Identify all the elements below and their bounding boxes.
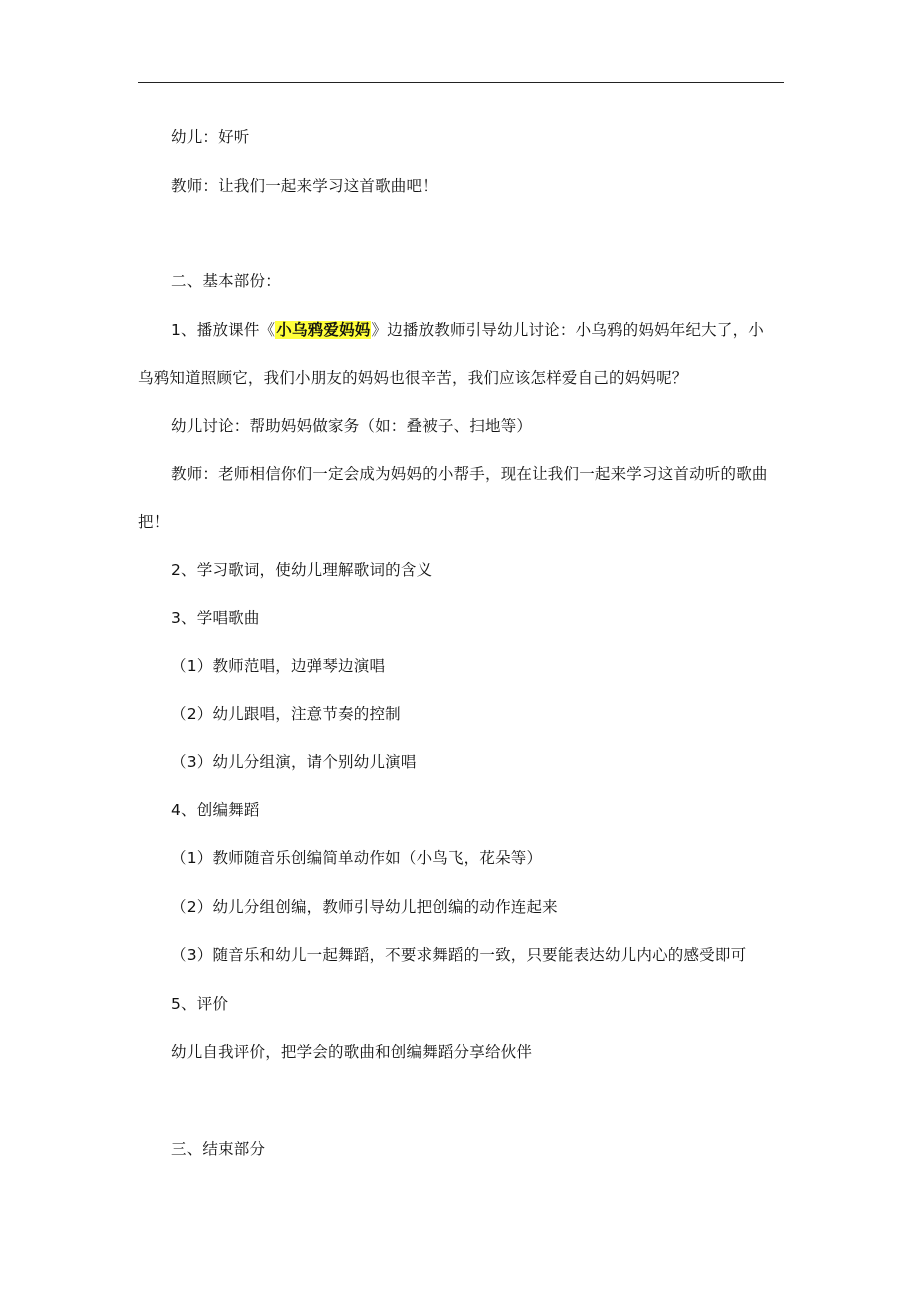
step-2-lyrics: 2、学习歌词，使幼儿理解歌词的含义 [171, 561, 433, 579]
step-4-item-2: （2）幼儿分组创编，教师引导幼儿把创编的动作连起来 [171, 898, 558, 916]
header-rule [138, 82, 784, 83]
section-heading-basic: 二、基本部份： [171, 272, 281, 290]
step-5-detail: 幼儿自我评价，把学会的歌曲和创编舞蹈分享给伙伴 [171, 1043, 533, 1061]
paragraph-teacher-line-2: 把！ [138, 513, 170, 531]
section-heading-ending: 三、结束部分 [171, 1140, 266, 1158]
step-4-item-1: （1）教师随音乐创编简单动作如（小鸟飞，花朵等） [171, 849, 543, 867]
step-5-evaluation: 5、评价 [171, 995, 229, 1013]
step-1-prefix: 1、播放课件《 [171, 321, 276, 339]
step-3-item-1: （1）教师范唱，边弹琴边演唱 [171, 657, 386, 675]
dialogue-child-reply: 幼儿：好听 [171, 128, 250, 146]
step-3-singing: 3、学唱歌曲 [171, 609, 260, 627]
paragraph-child-discussion: 幼儿讨论：帮助妈妈做家务（如：叠被子、扫地等） [171, 417, 533, 435]
step-3-item-3: （3）幼儿分组演，请个别幼儿演唱 [171, 753, 417, 771]
highlighted-song-title: 小乌鸦爱妈妈 [276, 321, 371, 339]
step-1-suffix: 》边播放教师引导幼儿讨论：小乌鸦的妈妈年纪大了，小 [371, 321, 764, 339]
paragraph-teacher-line-1: 教师：老师相信你们一定会成为妈妈的小帮手，现在让我们一起来学习这首动听的歌曲 [171, 465, 768, 483]
paragraph-step-1-line-1 [171, 319, 764, 341]
step-4-item-3: （3）随音乐和幼儿一起舞蹈，不要求舞蹈的一致，只要能表达幼儿内心的感受即可 [171, 946, 747, 964]
step-3-item-2: （2）幼儿跟唱，注意节奏的控制 [171, 705, 401, 723]
dialogue-teacher-prompt: 教师：让我们一起来学习这首歌曲吧！ [171, 177, 438, 195]
step-4-dance: 4、创编舞蹈 [171, 801, 260, 819]
paragraph-step-1-line-2: 乌鸦知道照顾它，我们小朋友的妈妈也很辛苦，我们应该怎样爱自己的妈妈呢？ [138, 369, 688, 387]
